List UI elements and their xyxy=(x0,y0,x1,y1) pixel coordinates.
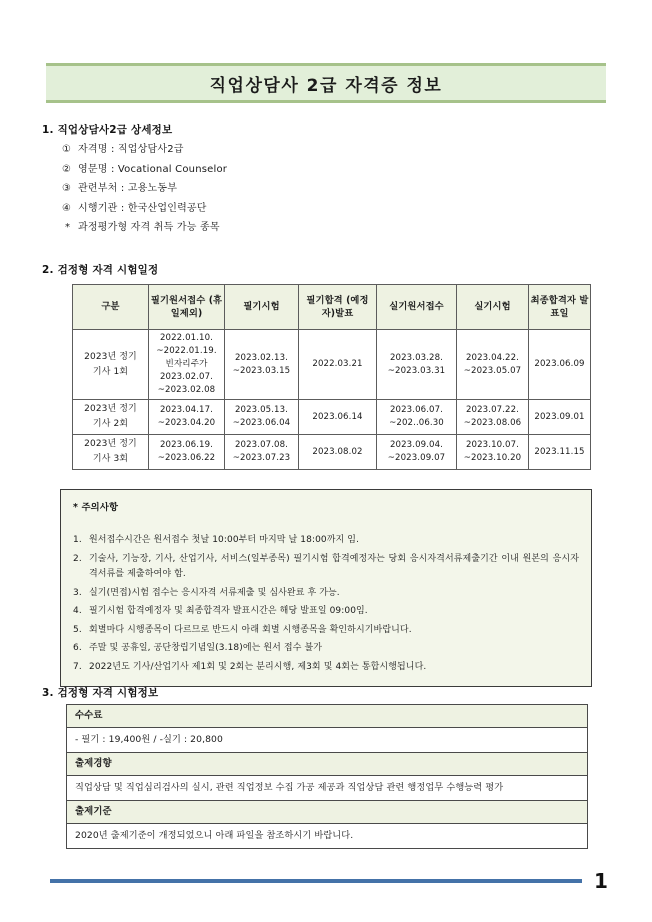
cell-practical-application: 2023.06.07. ~202..06.30 xyxy=(377,400,457,435)
notice-item xyxy=(73,641,579,657)
list-item xyxy=(62,179,462,199)
cell-written-result: 2023.06.14 xyxy=(299,400,377,435)
cell-written-exam: 2023.02.13. ~2023.03.15 xyxy=(225,330,299,400)
section-1-number: 1. xyxy=(42,124,54,136)
notice-item xyxy=(73,660,579,676)
notice-title: * 주의사항 xyxy=(73,502,119,513)
list-item-text: 영문명 : Vocational Counselor xyxy=(78,163,228,175)
list-item-text: 과정평가형 자격 취득 가능 종목 xyxy=(78,222,220,233)
notice-item-text: 주말 및 공휴일, 공단창립기념일(3.18)에는 원서 접수 불가 xyxy=(89,643,323,653)
table-row xyxy=(67,753,588,776)
info-header-exam-trend: 출제경향 xyxy=(67,753,588,776)
cell-practical-exam: 2023.04.22. ~2023.05.07 xyxy=(457,330,529,400)
column-header-division: 구분 xyxy=(73,285,149,330)
notice-item-number: 2. xyxy=(73,553,82,564)
column-header-final-result: 최종합격자 발표일 xyxy=(529,285,591,330)
column-header-written-result: 필기합격 (예정자)발표 xyxy=(299,285,377,330)
notice-item xyxy=(73,604,579,620)
cell-practical-exam: 2023.07.22. ~2023.08.06 xyxy=(457,400,529,435)
cell-practical-exam: 2023.10.07. ~2023.10.20 xyxy=(457,435,529,470)
table-row xyxy=(67,824,588,849)
notice-item-number: 7. xyxy=(73,661,82,672)
notice-item-number: 6. xyxy=(73,643,82,653)
notice-item-text: 기술사, 기능장, 기사, 산업기사, 서비스(일부종목) 필기시험 합격예정자는 당회 응시자격서류제출기간 이내 원본의 응시자격서류를 제출하여야 함. xyxy=(89,553,579,579)
list-item-text: 관련부처 : 고용노동부 xyxy=(78,183,178,194)
footer-divider xyxy=(50,879,582,883)
column-header-written-exam: 필기시험 xyxy=(225,285,299,330)
column-header-practical-exam: 실기시험 xyxy=(457,285,529,330)
list-marker: ③ xyxy=(62,183,72,194)
notice-item-text: 회별마다 시행종목이 다르므로 반드시 아래 회별 시행종목을 확인하시기바랍니다. xyxy=(89,624,412,635)
table-row xyxy=(73,435,591,470)
list-marker: * xyxy=(65,222,71,233)
cell-practical-application: 2023.09.04. ~2023.09.07 xyxy=(377,435,457,470)
table-row xyxy=(67,776,588,801)
cell-division: 2023년 정기 기사 1회 xyxy=(73,330,149,400)
table-row xyxy=(67,728,588,753)
info-content-exam-trend: 직업상담 및 직업심리검사의 실시, 관련 직업정보 수집 가공 제공과 직업상담 관련 행정업무 수행능력 평가 xyxy=(67,776,588,801)
list-marker: ② xyxy=(62,163,72,175)
list-item xyxy=(62,140,462,160)
page-number: 1 xyxy=(594,869,608,893)
list-item xyxy=(62,199,462,219)
table-row xyxy=(67,801,588,824)
cell-written-result: 2022.03.21 xyxy=(299,330,377,400)
section-1-title: 직업상담사2급 상세정보 xyxy=(57,124,173,136)
info-header-exam-criteria: 출제기준 xyxy=(67,801,588,824)
notice-item xyxy=(73,552,579,583)
cell-written-exam: 2023.07.08. ~2023.07.23 xyxy=(225,435,299,470)
notice-item xyxy=(73,623,579,639)
notice-item-number: 4. xyxy=(73,606,82,616)
info-content-exam-criteria: 2020년 출제기준이 개정되었으니 아래 파일을 참조하시기 바랍니다. xyxy=(67,824,588,849)
section-3-heading xyxy=(42,685,158,700)
page-title: 직업상담사 2급 자격증 정보 xyxy=(209,75,443,96)
list-item-text: 자격명 : 직업상담사2급 xyxy=(78,144,184,155)
list-item-footnote xyxy=(62,218,462,238)
list-marker: ① xyxy=(62,144,72,155)
section-1-heading xyxy=(42,122,172,137)
notice-box xyxy=(60,489,592,687)
cell-written-application: 2023.06.19. ~2023.06.22 xyxy=(149,435,225,470)
exam-schedule-table xyxy=(72,284,591,470)
column-header-practical-application: 실기원서접수 xyxy=(377,285,457,330)
column-header-written-application: 필기원서접수 (휴일제외) xyxy=(149,285,225,330)
exam-info-table xyxy=(66,704,588,849)
cell-final-result: 2023.09.01 xyxy=(529,400,591,435)
list-item xyxy=(62,160,462,180)
section-2-number: 2. xyxy=(42,264,54,276)
table-row xyxy=(73,400,591,435)
cell-written-application: 2022.01.10. ~2022.01.19. 빈자리주가 2023.02.07. ~2023.02.08 xyxy=(149,330,225,400)
table-row xyxy=(67,705,588,728)
section-3-number: 3. xyxy=(42,687,54,699)
info-content-fee: - 필기 : 19,400원 / -실기 : 20,800 xyxy=(67,728,588,753)
cell-written-exam: 2023.05.13. ~2023.06.04 xyxy=(225,400,299,435)
cell-written-result: 2023.08.02 xyxy=(299,435,377,470)
list-marker: ④ xyxy=(62,202,72,214)
notice-item-text: 원서접수시간은 원서접수 첫날 10:00부터 마지막 날 18:00까지 임. xyxy=(89,535,360,545)
list-item-text: 시행기관 : 한국산업인력공단 xyxy=(78,202,207,214)
section-2-title: 검정형 자격 시험일정 xyxy=(57,264,159,276)
cell-division: 2023년 정기 기사 2회 xyxy=(73,400,149,435)
notice-item-text: 2022년도 기사/산업기사 제1회 및 2회는 분리시행, 제3회 및 4회는 통합시행됩니다. xyxy=(89,661,427,672)
cell-final-result: 2023.11.15 xyxy=(529,435,591,470)
cell-final-result: 2023.06.09 xyxy=(529,330,591,400)
cell-division: 2023년 정기 기사 3회 xyxy=(73,435,149,470)
notice-item-number: 5. xyxy=(73,624,82,635)
section-2-heading xyxy=(42,262,158,277)
cell-written-application: 2023.04.17. ~2023.04.20 xyxy=(149,400,225,435)
notice-item-text: 실기(면접)시험 접수는 응시자격 서류제출 및 심사완료 후 가능. xyxy=(89,587,340,598)
info-header-fee: 수수료 xyxy=(67,705,588,728)
table-row xyxy=(73,330,591,400)
table-header-row xyxy=(73,285,591,330)
document-title-banner xyxy=(46,63,606,103)
notice-item xyxy=(73,533,579,549)
notice-item-text: 필기시험 합격예정자 및 최종합격자 발표시간은 해당 발표일 09:00임. xyxy=(89,606,368,616)
notice-item xyxy=(73,586,579,602)
notice-item-number: 1. xyxy=(73,535,82,545)
notice-item-number: 3. xyxy=(73,587,82,598)
certification-detail-list xyxy=(62,140,462,238)
section-3-title: 검정형 자격 시험정보 xyxy=(57,687,159,699)
cell-practical-application: 2023.03.28. ~2023.03.31 xyxy=(377,330,457,400)
